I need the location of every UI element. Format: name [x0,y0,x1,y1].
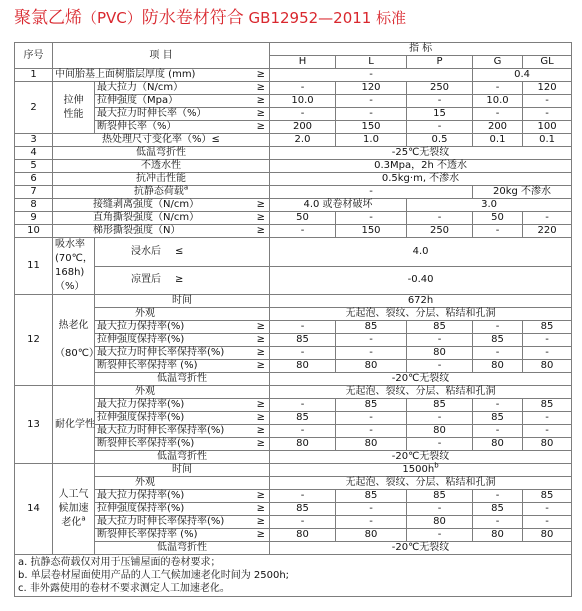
value-cell: 80 [407,347,473,360]
value-cell: - [270,69,473,82]
grade-g: G [473,56,523,69]
value-cell: 85 [407,321,473,334]
table-row [15,225,572,238]
row-item: 接缝剥离强度（N/cm） ≥ [53,199,270,212]
table-row [15,477,572,490]
title-middle: 防水卷材符合 [141,8,244,28]
value-cell: - [336,95,407,108]
table-row [15,147,572,160]
value-cell: - [523,95,572,108]
row-group: 热老化 （80℃） [53,295,95,386]
value-cell: -20℃无裂纹 [270,373,572,386]
value-cell: 85 [336,321,407,334]
row-group: 耐化学性 [53,386,95,464]
table-row [15,399,572,412]
value-cell: 0.1 [473,134,523,147]
table-row [15,321,572,334]
row-item: 最大拉力保持率(%) ≥ [95,490,270,503]
row-item: 最大拉力时伸长率保持率(%) ≥ [95,347,270,360]
row-group: 人工气 候加速 老化$^a$ [53,464,95,555]
value-cell: - [473,225,523,238]
value-cell: 10.0 [270,95,336,108]
value-cell: 220 [523,225,572,238]
value-cell: - [473,321,523,334]
table-row [15,360,572,373]
value-cell: - [523,212,572,225]
value-cell: - [407,360,473,373]
value-cell: 100 [523,121,572,134]
value-cell: 85 [407,399,473,412]
value-cell: - [270,516,336,529]
row-item: 低温弯折性 [95,451,270,464]
value-cell: 200 [270,121,336,134]
value-cell: $1500h^b$ [270,464,572,477]
value-cell: - [473,108,523,121]
value-cell: 85 [336,399,407,412]
row-item: 梯形撕裂强度（N） ≥ [53,225,270,238]
table-row [15,386,572,399]
row-item: 最大拉力时伸长率保持率(%) ≥ [95,425,270,438]
row-item: 低温弯折性 [53,147,270,160]
table-row [15,373,572,386]
table-row [15,529,572,542]
value-cell: 4.0 [270,238,572,267]
value-cell: 85 [407,490,473,503]
row-seq: 1 [15,69,53,82]
value-cell: 无起泡、裂纹、分层、粘结和孔洞 [270,308,572,321]
value-cell: 672h [270,295,572,308]
value-cell: - [473,82,523,95]
table-row [15,516,572,529]
value-cell: -20℃无裂纹 [270,542,572,555]
value-cell: 80 [336,438,407,451]
table-row [15,503,572,516]
value-cell: - [336,212,407,225]
table-row [15,95,572,108]
row-item: 最大拉力时伸长率（%） ≥ [95,108,270,121]
value-cell: 80 [473,529,523,542]
note-a: a. 抗静态荷载仅对用于压铺屋面的卷材要求； [18,557,221,568]
value-cell: 85 [336,490,407,503]
row-item: 抗静态荷载$^a$ [53,186,270,199]
row-item: 拉伸强度（Mpa） ≥ [95,95,270,108]
value-cell: - [523,108,572,121]
value-cell: - [523,334,572,347]
value-cell: 80 [523,529,572,542]
value-cell: -0.40 [270,266,572,295]
value-cell: 80 [407,425,473,438]
table-row [15,451,572,464]
value-cell: 80 [270,529,336,542]
value-cell: - [407,334,473,347]
notes-cell [15,555,572,597]
value-cell: - [270,399,336,412]
table-row [15,412,572,425]
value-cell: - [473,490,523,503]
value-cell: 250 [407,82,473,95]
grade-p: P [407,56,473,69]
value-cell: 无起泡、裂纹、分层、粘结和孔洞 [270,386,572,399]
value-cell: - [270,186,473,199]
value-cell: 80 [336,360,407,373]
value-cell: 80 [407,516,473,529]
value-cell: - [407,95,473,108]
row-item: 抗冲击性能 [53,173,270,186]
table-row [15,82,572,95]
row-item: 拉伸强度保持率(%) ≥ [95,503,270,516]
value-cell: 150 [336,121,407,134]
grade-l: L [336,56,407,69]
value-cell: - [336,516,407,529]
value-cell: - [336,108,407,121]
value-cell: 0.5 [407,134,473,147]
value-cell: - [270,82,336,95]
table-row [15,490,572,503]
value-cell: 50 [473,212,523,225]
value-cell: - [407,438,473,451]
value-cell: - [523,516,572,529]
value-cell: 80 [336,529,407,542]
value-cell: 85 [473,503,523,516]
table-row [15,212,572,225]
value-cell: - [270,321,336,334]
value-cell: - [270,225,336,238]
table-row [15,266,572,295]
table-row [15,134,572,147]
value-cell: - [407,529,473,542]
title-standard: GB12952—2011 标准 [243,9,407,27]
value-cell: - [407,121,473,134]
value-cell: 85 [270,503,336,516]
row-item: 热处理尺寸变化率（%）≤ [53,134,270,147]
value-cell: 120 [523,82,572,95]
value-cell: 0.3Mpa，2h 不透水 [270,160,572,173]
value-cell: - [336,503,407,516]
value-cell: 85 [270,412,336,425]
row-item: 拉伸强度保持率(%) ≥ [95,334,270,347]
row-item: 拉伸强度保持率(%) ≥ [95,412,270,425]
row-item: 断裂伸长率保持率 (%) ≥ [95,360,270,373]
value-cell: 15 [407,108,473,121]
value-cell: 80 [523,438,572,451]
value-cell: - [270,490,336,503]
spec-table [14,42,572,597]
value-cell: - [473,425,523,438]
value-cell: 0.5kg·m, 不渗水 [270,173,572,186]
note-b: b. 单层卷材屋面使用产品的人工气候加速老化时间为 2500h; [18,570,290,581]
value-cell: 200 [473,121,523,134]
row-seq: 3 [15,134,53,147]
value-cell: -25℃无裂纹 [270,147,572,160]
grade-gl: GL [523,56,572,69]
value-cell: 80 [270,438,336,451]
row-seq: 10 [15,225,53,238]
value-cell: 0.1 [523,134,572,147]
header-row [15,43,572,56]
table-row [15,334,572,347]
value-cell: 2.0 [270,134,336,147]
value-cell: 80 [270,360,336,373]
row-item: 凉置后 ≥ [95,266,270,295]
value-cell: 85 [523,399,572,412]
value-cell: 85 [473,412,523,425]
value-cell: - [407,503,473,516]
value-cell: 50 [270,212,336,225]
row-seq: 5 [15,160,53,173]
value-cell: -20℃无裂纹 [270,451,572,464]
table-row [15,69,572,82]
value-cell: 250 [407,225,473,238]
row-group: 吸水率(70℃， 168h)（%） [53,238,95,295]
value-cell: 0.4 [473,69,572,82]
value-cell: 80 [473,438,523,451]
row-item: 浸水后 ≤ [95,238,270,267]
value-cell: 无起泡、裂纹、分层、粘结和孔洞 [270,477,572,490]
table-row [15,160,572,173]
table-row [15,464,572,477]
row-seq: 14 [15,464,53,555]
value-cell: 85 [270,334,336,347]
value-cell: 85 [523,490,572,503]
value-cell: - [523,503,572,516]
value-cell: - [336,334,407,347]
value-cell: 85 [523,321,572,334]
header-item: 项 目 [53,43,270,69]
value-cell: 3.0 [407,199,572,212]
row-seq: 7 [15,186,53,199]
value-cell: 150 [336,225,407,238]
value-cell: - [523,347,572,360]
value-cell: - [523,412,572,425]
value-cell: - [270,108,336,121]
value-cell: 80 [523,360,572,373]
row-item: 断裂伸长率（%） ≥ [95,121,270,134]
value-cell: - [336,425,407,438]
header-seq: 序号 [15,43,53,69]
title-pvc: （PVC） [82,9,142,27]
row-item: 不透水性 [53,160,270,173]
table-row [15,238,572,267]
row-item: 最大拉力保持率(%) ≥ [95,399,270,412]
page-title [14,6,574,30]
value-cell: - [473,516,523,529]
row-item: 最大拉力保持率(%) ≥ [95,321,270,334]
table-row [15,425,572,438]
value-cell: - [336,412,407,425]
row-seq: 9 [15,212,53,225]
value-cell: - [473,399,523,412]
value-cell: - [270,347,336,360]
table-row [15,186,572,199]
row-seq: 11 [15,238,53,295]
value-cell: 10.0 [473,95,523,108]
value-cell: - [336,347,407,360]
row-item: 低温弯折性 [95,542,270,555]
value-cell: 80 [473,360,523,373]
row-item: 外观 [95,477,270,490]
table-row [15,542,572,555]
title-prefix: 聚氯乙烯 [14,8,82,28]
row-seq: 6 [15,173,53,186]
note-c: c. 非外露使用的卷材不要求测定人工加速老化。 [18,583,230,594]
table-row [15,347,572,360]
notes-row [15,555,572,597]
value-cell: - [270,425,336,438]
grade-h: H [270,56,336,69]
value-cell: 4.0 或卷材破坏 [270,199,407,212]
table-row [15,438,572,451]
value-cell: - [407,212,473,225]
table-row [15,308,572,321]
row-item: 最大拉力时伸长率保持率(%) ≥ [95,516,270,529]
table-row [15,199,572,212]
value-cell: - [407,412,473,425]
row-item: 中间胎基上面树脂层厚度 (mm) ≥ [53,69,270,82]
value-cell: 1.0 [336,134,407,147]
table-row [15,121,572,134]
row-item: 外观 [95,386,270,399]
row-item: 外观 [95,308,270,321]
value-cell: 85 [473,334,523,347]
row-seq: 2 [15,82,53,134]
row-item: 时间 [95,295,270,308]
row-item: 断裂伸长率保持率 (%) ≥ [95,529,270,542]
value-cell: 120 [336,82,407,95]
value-cell: 20kg 不渗水 [473,186,572,199]
row-item: 时间 [95,464,270,477]
row-seq: 12 [15,295,53,386]
row-item: 低温弯折性 [95,373,270,386]
table-row [15,108,572,121]
table-row [15,173,572,186]
row-item: 最大拉力（N/cm） ≥ [95,82,270,95]
value-cell: - [473,347,523,360]
row-seq: 8 [15,199,53,212]
header-indicator: 指 标 [270,43,572,56]
row-seq: 4 [15,147,53,160]
row-group: 拉伸 性能 [53,82,95,134]
table-row [15,295,572,308]
row-item: 直角撕裂强度（N/cm） ≥ [53,212,270,225]
value-cell: - [523,425,572,438]
row-seq: 13 [15,386,53,464]
row-item: 断裂伸长率保持率(%) ≥ [95,438,270,451]
